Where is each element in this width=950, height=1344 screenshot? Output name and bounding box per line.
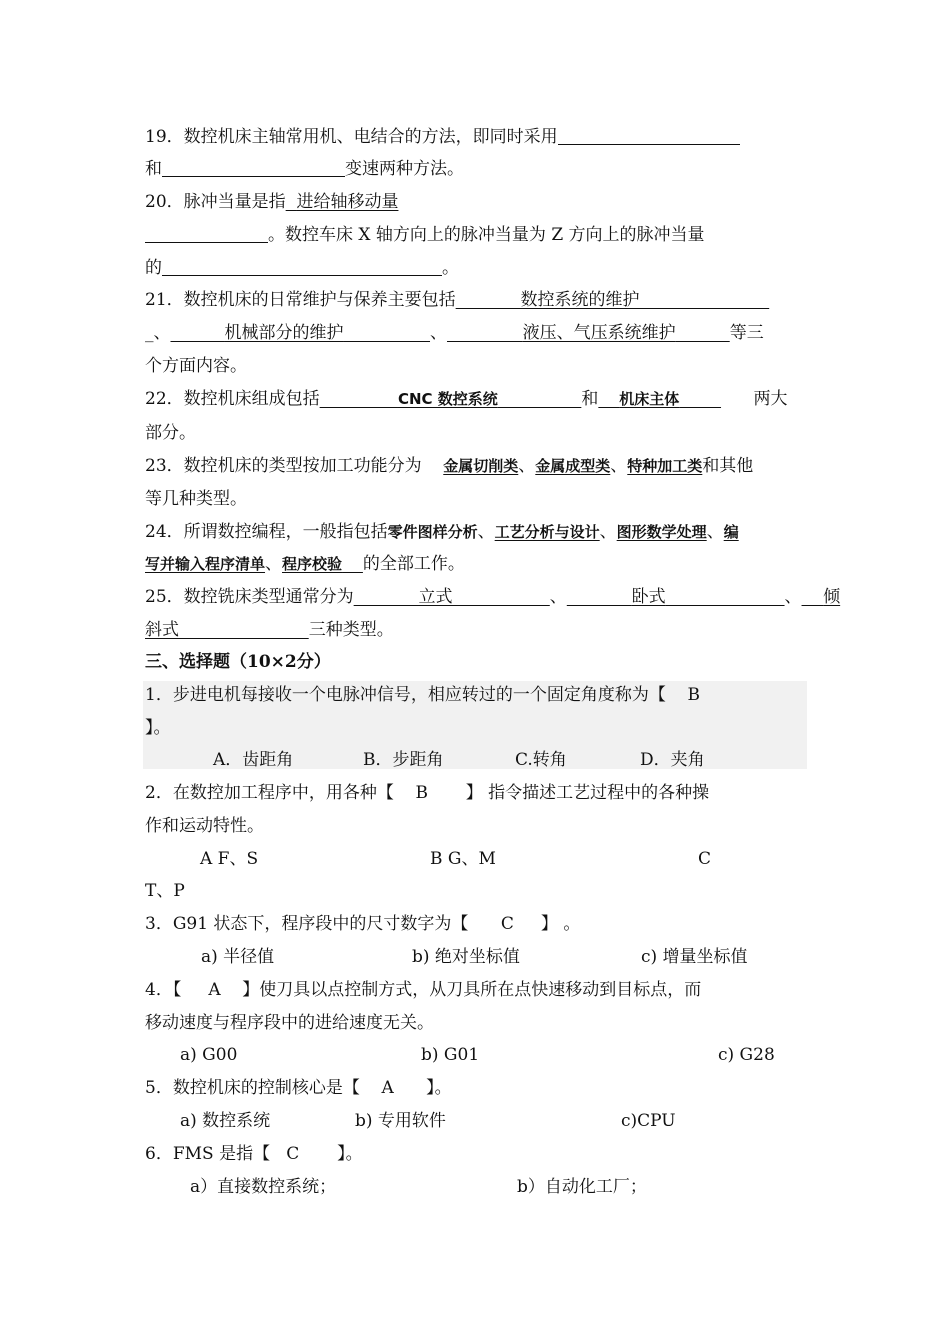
mc-q2-line2: 作和运动特性。 (145, 816, 264, 836)
mc-q4-option-a: a) G00 (180, 1045, 238, 1065)
q24-line2: 写并输入程序清单、程序校验 的全部工作。 (145, 554, 465, 574)
q20-line2: 。数控车床 X 轴方向上的脉冲当量为 Z 方向上的脉冲当量 (145, 224, 705, 246)
q24-answer4b: 写并输入程序清单 (145, 555, 266, 573)
mc-q3-option-a: a) 半径值 (201, 947, 275, 967)
mc-q2-option-c: C (698, 849, 712, 869)
q20-blank3 (162, 257, 442, 276)
q21-line2: _、 机械部分的维护 、 液压、气压系统维护 等三 (145, 323, 764, 343)
mc-q3-line1: 3．G91 状态下，程序段中的尺寸数字为【 C 】 。 (145, 914, 581, 934)
mc-q4-option-c: c) G28 (718, 1045, 775, 1065)
q24-answer2: 工艺分析与设计 (494, 523, 600, 541)
mc-q3-option-c: c) 增量坐标值 (641, 947, 748, 967)
section3-title: 三、选择题（10×2分） (145, 652, 331, 672)
q22-answer1: CNC 数控系统 (397, 390, 498, 408)
mc-q2-option-c-cont: T、P (145, 881, 185, 901)
q21-line3: 个方面内容。 (145, 356, 247, 376)
mc-q2-answer: B (415, 783, 428, 803)
mc-q6-answer: C (286, 1144, 300, 1164)
mc-q5-option-b: b) 专用软件 (355, 1111, 446, 1131)
mc-q1-option-d: D．夹角 (640, 750, 705, 770)
q21-answer2: 机械部分的维护 (224, 323, 344, 343)
mc-q1-line2: 】。 (145, 718, 171, 738)
q24-answer5: 程序校验 (282, 555, 343, 573)
q19-line2: 和 变速两种方法。 (145, 159, 464, 179)
q21-answer1: 数控系统的维护 (520, 290, 640, 310)
mc-q3-option-b: b) 绝对坐标值 (412, 947, 520, 967)
mc-q1-answer: B (687, 685, 700, 705)
q20-line3: 的 。 (145, 258, 459, 278)
q23-line1: 23．数控机床的类型按加工功能分为 金属切削类、金属成型类、特种加工类和其他 (145, 456, 754, 476)
mc-q1-option-c: C.转角 (515, 750, 567, 770)
q19-blank1 (558, 126, 740, 145)
q20-blank2 (145, 224, 268, 243)
q25-answer2: 卧式 (631, 587, 666, 607)
mc-q5-option-a: a) 数控系统 (180, 1111, 271, 1131)
q19-line1: 19．数控机床主轴常用机、电结合的方法，即同时采用 (145, 126, 740, 148)
mc-q2-option-a: A F、S (200, 849, 259, 869)
mc-q4-line1: 4．【 A 】使刀具以点控制方式，从刀具所在点快速移动到目标点，而 (145, 980, 702, 1000)
mc-q1-option-a: A．齿距角 (213, 750, 294, 770)
q20-line1: 20．脉冲当量是指 进给轴移动量 (145, 191, 783, 213)
q24-answer3: 图形数学处理 (616, 523, 707, 541)
mc-q6-option-b: b）自动化工厂； (517, 1177, 647, 1197)
q24-answer4a: 编 (723, 523, 739, 541)
mc-q1-line1: 1．步进电机每接收一个电脉冲信号，相应转过的一个固定角度称为【 B (145, 685, 700, 705)
q22-line2: 部分。 (145, 423, 196, 443)
mc-q1-option-b: B．步距角 (363, 750, 444, 770)
q22-answer2: 机床主体 (619, 390, 680, 408)
q22-line1: 22．数控机床组成包括 CNC 数控系统 和 机床主体 两大 (145, 389, 788, 409)
mc-q2-option-b: B G、M (430, 849, 496, 869)
mc-q6-option-a: a）直接数控系统； (190, 1177, 337, 1197)
q19-blank2 (162, 158, 345, 177)
q23-line2: 等几种类型。 (145, 489, 247, 509)
mc-q4-option-b: b) G01 (421, 1045, 480, 1065)
q25-answer1: 立式 (418, 587, 453, 607)
mc-q5-line1: 5．数控机床的控制核心是【 A 】。 (145, 1078, 452, 1098)
q24-answer1: 零件图样分析 (387, 523, 478, 541)
q20-answer1: 进给轴移动量 (296, 192, 399, 212)
mc-q4-line2: 移动速度与程序段中的进给速度无关。 (145, 1013, 434, 1033)
mc-q4-answer: A (208, 980, 221, 1000)
q21-answer3: 液压、气压系统维护 (522, 323, 676, 343)
q21-line1: 21．数控机床的日常维护与保养主要包括 数控系统的维护 (145, 289, 769, 311)
mc-q5-answer: A (381, 1078, 394, 1098)
q23-answer1: 金属切削类 (443, 457, 519, 475)
q25-answer3a: 倾 (823, 587, 841, 607)
q25-line2: 斜式 三种类型。 (145, 620, 394, 640)
q25-answer3b: 斜式 (145, 620, 179, 640)
q24-line1: 24．所谓数控编程，一般指包括零件图样分析、工艺分析与设计、图形数学处理、编 (145, 522, 739, 542)
q23-answer3: 特种加工类 (627, 457, 703, 475)
mc-q3-answer: C (500, 914, 514, 934)
mc-q6-line1: 6．FMS 是指【 C 】。 (145, 1144, 363, 1164)
q25-line1: 25．数控铣床类型通常分为 立式 、 卧式 、 倾 (145, 587, 841, 607)
mc-q5-option-c: c)CPU (621, 1111, 676, 1131)
q23-answer2: 金属成型类 (535, 457, 611, 475)
mc-q2-line1: 2．在数控加工程序中，用各种【 B 】 指令描述工艺过程中的各种操 (145, 783, 710, 803)
